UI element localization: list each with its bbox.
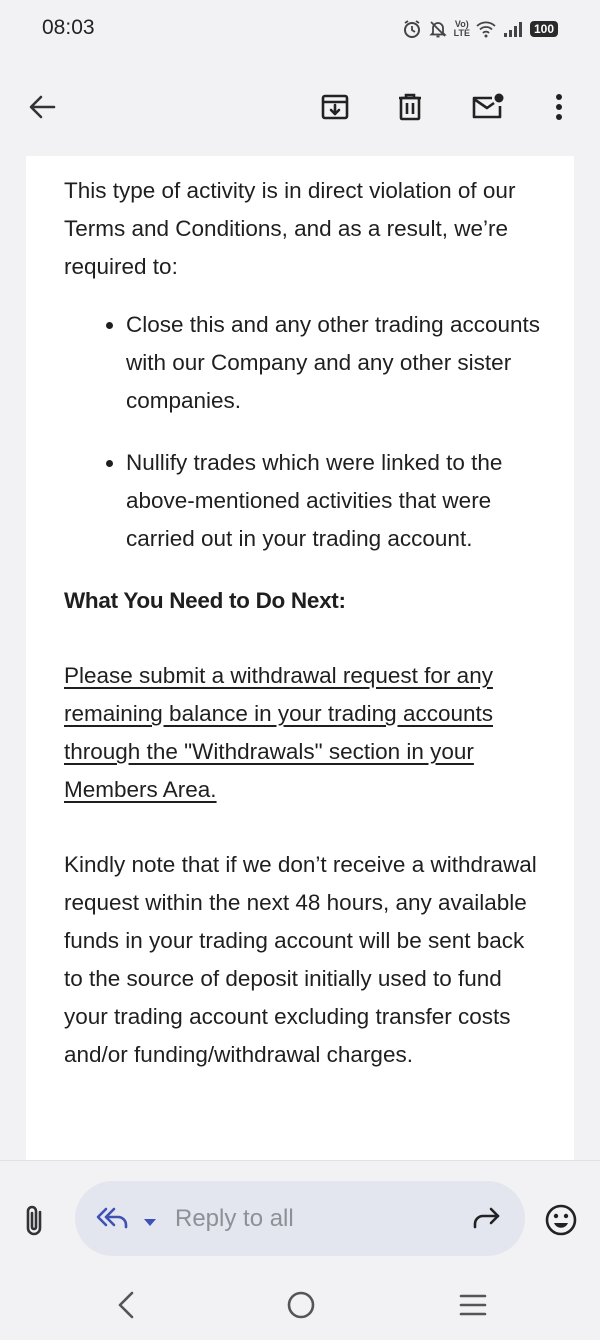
next-steps-heading: What You Need to Do Next: — [64, 588, 346, 613]
mark-unread-icon — [470, 92, 504, 122]
back-arrow-icon — [27, 92, 57, 122]
more-options-button[interactable] — [537, 85, 581, 129]
caret-down-icon[interactable] — [143, 1214, 157, 1232]
attachment-icon — [20, 1203, 50, 1239]
mark-unread-button[interactable] — [465, 85, 509, 129]
reply-field[interactable] — [75, 1181, 525, 1256]
reply-bar — [0, 1160, 600, 1260]
forward-icon — [471, 1205, 501, 1231]
status-time: 08:03 — [42, 16, 95, 39]
delete-button[interactable] — [388, 85, 432, 129]
nav-recents-button[interactable] — [458, 1290, 488, 1325]
bullet-item: Nullify trades which were linked to the above-mentioned activities that were carried out in your trading account. — [64, 444, 544, 558]
volte-label: Vo) — [454, 19, 469, 29]
bell-off-icon — [428, 19, 448, 39]
alarm-icon — [402, 19, 422, 39]
status-icons — [402, 16, 558, 42]
emoji-icon — [544, 1203, 578, 1237]
reply-all-icon[interactable] — [95, 1203, 131, 1238]
volte-icon — [454, 20, 470, 38]
withdrawal-link[interactable]: Please submit a withdrawal request for any remaining balance in your trading accounts through the "Withdrawals" section in your Members Area. — [64, 663, 494, 802]
archive-icon — [320, 92, 350, 122]
bullet-item: Close this and any other trading accounts with our Company and any other sister companies. — [64, 306, 544, 420]
nav-home-icon — [286, 1290, 316, 1320]
delete-icon — [395, 92, 425, 122]
more-vert-icon — [554, 92, 564, 122]
reply-placeholder: Reply to all — [175, 1205, 294, 1232]
email-body — [26, 156, 574, 1160]
bullet-list — [64, 306, 544, 558]
signal-icon — [502, 20, 524, 38]
lte-label: LTE — [453, 28, 470, 38]
attach-button[interactable] — [20, 1203, 52, 1239]
nav-home-button[interactable] — [286, 1290, 316, 1325]
nav-recents-icon — [458, 1290, 488, 1320]
emoji-button[interactable] — [544, 1203, 578, 1242]
email-content — [64, 172, 544, 1074]
nav-back-icon — [116, 1290, 136, 1320]
intro-paragraph: This type of activity is in direct violation of our Terms and Conditions, and as a result, we’re required to: — [64, 178, 516, 279]
status-bar — [0, 0, 600, 58]
forward-button[interactable] — [471, 1205, 501, 1236]
wifi-icon — [476, 20, 496, 38]
archive-button[interactable] — [313, 85, 357, 129]
back-button[interactable] — [20, 85, 64, 129]
nav-back-button[interactable] — [116, 1290, 136, 1325]
navigation-bar — [0, 1260, 600, 1340]
battery-icon: 100 — [530, 21, 558, 37]
toolbar — [0, 58, 600, 156]
note-paragraph: Kindly note that if we don’t receive a withdrawal request within the next 48 hours, any available funds in your trading account will be sent back to the source of deposit initially used to fund your trading account excluding transfer costs and/or funding/withdrawal charges. — [64, 852, 537, 1067]
